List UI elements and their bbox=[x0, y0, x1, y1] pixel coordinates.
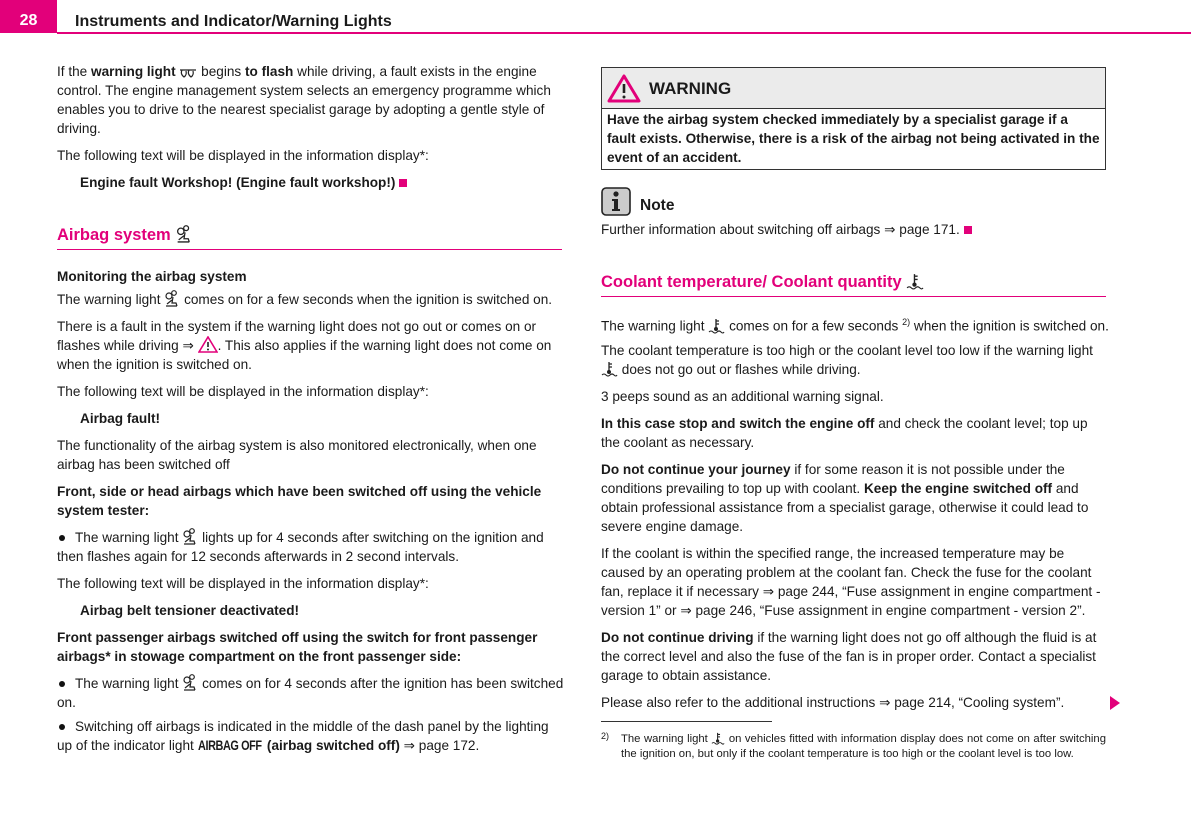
bullet-item: The warning light lights up for 4 seconds after switching on the ignition and then flashes again for 12 seconds afterwards in 2 second intervals. bbox=[57, 530, 544, 564]
paragraph-coolant-level: The coolant temperature is too high or the coolant level too low if the warning light does not go out or flashes while driving. bbox=[601, 343, 1093, 377]
paragraph-info-display: The following text will be displayed in the information display*: bbox=[57, 576, 429, 591]
coolant-icon bbox=[708, 318, 725, 334]
airbag-icon bbox=[175, 225, 193, 243]
end-marker-icon bbox=[964, 226, 972, 234]
display-text-airbag-fault: Airbag fault! bbox=[80, 411, 161, 426]
paragraph-info-display: The following text will be displayed in the information display*: bbox=[57, 148, 429, 163]
bold-heading-tester: Front, side or head airbags which have been switched off using the vehicle system tester: bbox=[57, 484, 542, 518]
paragraph-coolant-light: The warning light comes on for a few seconds $^{2)}$ when the ignition is switched on. bbox=[601, 317, 1109, 334]
info-icon bbox=[601, 187, 631, 216]
coolant-icon bbox=[906, 273, 924, 290]
section-heading-coolant: Coolant temperature/ Coolant quantity bbox=[601, 271, 1106, 297]
paragraph-info-display: The following text will be displayed in the information display*: bbox=[57, 384, 429, 399]
paragraph-cooling-system-ref: Please also refer to the additional instructions ⇒ page 214, “Cooling system”. bbox=[601, 695, 1065, 710]
bullet-icon bbox=[59, 724, 65, 730]
paragraph-peeps: 3 peeps sound as an additional warning signal. bbox=[601, 389, 884, 404]
page-title: Instruments and Indicator/Warning Lights bbox=[75, 13, 392, 30]
paragraph-coolant-fan: If the coolant is within the specified range, the increased temperature may be caused by an operating problem at the coolant fan. Check the fuse for the coolant fan, replace it if necessary ⇒ page 244, “Fuse assignment in engine compartment - version 1” or ⇒ page 246, “Fuse assignment in engine compartment - version 2”. bbox=[601, 546, 1101, 618]
paragraph-warning-light: The warning light comes on for a few seconds when the ignition is switched on. bbox=[57, 292, 553, 307]
paragraph-fault: There is a fault in the system if the warning light does not go out or comes on or flashes while driving ⇒ . This also applies if the warning light does not come on when the ignition is switched on. bbox=[57, 319, 552, 372]
subheading-monitoring: Monitoring the airbag system bbox=[57, 269, 247, 284]
coolant-icon bbox=[601, 361, 618, 377]
coolant-icon bbox=[711, 732, 725, 745]
warning-box bbox=[601, 67, 1106, 170]
warning-text: Have the airbag system checked immediately by a specialist garage if a fault exists. Otherwise, there is a risk of the airbag not being activated in the event of an accident. bbox=[607, 112, 1100, 165]
note-title: Note bbox=[640, 197, 675, 214]
end-marker-icon bbox=[399, 179, 407, 187]
section-heading-airbag: Airbag system bbox=[57, 224, 562, 250]
display-text-engine-fault: Engine fault Workshop! (Engine fault workshop!) bbox=[57, 173, 565, 192]
warning-header bbox=[602, 68, 1105, 109]
footnote: 2) The warning light on vehicles fitted with information display does not come on after switching the ignition on, but only if the coolant temperature is too high or the coolant level is too low. bbox=[601, 731, 1106, 760]
bullet-icon bbox=[59, 681, 65, 687]
airbag-icon bbox=[164, 290, 180, 307]
warning-title: WARNING bbox=[649, 78, 732, 98]
footnote-reference[interactable]: 2) bbox=[902, 317, 911, 327]
bold-heading-passenger: Front passenger airbags switched off using the switch for front passenger airbags* in stowage compartment on the front passenger side: bbox=[57, 630, 538, 664]
footnote-rule bbox=[601, 721, 772, 722]
page-link[interactable]: ⇒ page 172. bbox=[399, 738, 480, 753]
bullet-item: Switching off airbags is indicated in the middle of the dash panel by the lighting up of the indicator light AIRBAG OFF (airbag switched off) ⇒ page 172. bbox=[57, 719, 549, 753]
page-number: 28 bbox=[0, 0, 57, 33]
paragraph-stop-engine: In this case stop and switch the engine off and check the coolant level; top up the coolant as necessary. bbox=[601, 416, 1088, 450]
note-header bbox=[601, 187, 674, 216]
bullet-icon bbox=[59, 535, 65, 541]
warning-triangle-icon[interactable] bbox=[198, 336, 218, 353]
next-page-arrow-icon[interactable] bbox=[1110, 696, 1120, 710]
paragraph-do-not-drive: Do not continue driving if the warning light does not go off although the fluid is at the correct level and also the fuse of the fan is in proper order. Contact a specialist garage to obtain assistance. bbox=[601, 630, 1097, 683]
paragraph-do-not-continue: Do not continue your journey if for some reason it is not possible under the conditions prevailing to top up with coolant. Keep the engine switched off and obtain professional assistance from a specialist garage, otherwise it could lead to severe engine damage. bbox=[601, 462, 1089, 534]
warning-triangle-icon bbox=[607, 74, 641, 103]
footnote-mark: 2) bbox=[601, 731, 610, 741]
paragraph-monitoring: The functionality of the airbag system is also monitored electronically, when one airbag has been switched off bbox=[57, 438, 537, 472]
engine-check-icon bbox=[179, 67, 197, 79]
note-text: Further information about switching off airbags ⇒ page 171. bbox=[601, 220, 1109, 239]
bullet-item: The warning light comes on for 4 seconds after the ignition has been switched on. bbox=[57, 676, 564, 710]
airbag-off-indicator-logo: AIRBAG OFF bbox=[197, 738, 262, 753]
paragraph-engine-fault: If the warning light begins to flash while driving, a fault exists in the engine control. The engine management system selects an emergency programme which enables you to drive to the nearest specialist garage by adopting a gentle style of driving. bbox=[57, 64, 551, 136]
header-rule bbox=[57, 32, 1191, 34]
airbag-icon bbox=[182, 674, 198, 691]
display-text-belt-tensioner: Airbag belt tensioner deactivated! bbox=[80, 603, 300, 618]
airbag-icon bbox=[182, 528, 198, 545]
